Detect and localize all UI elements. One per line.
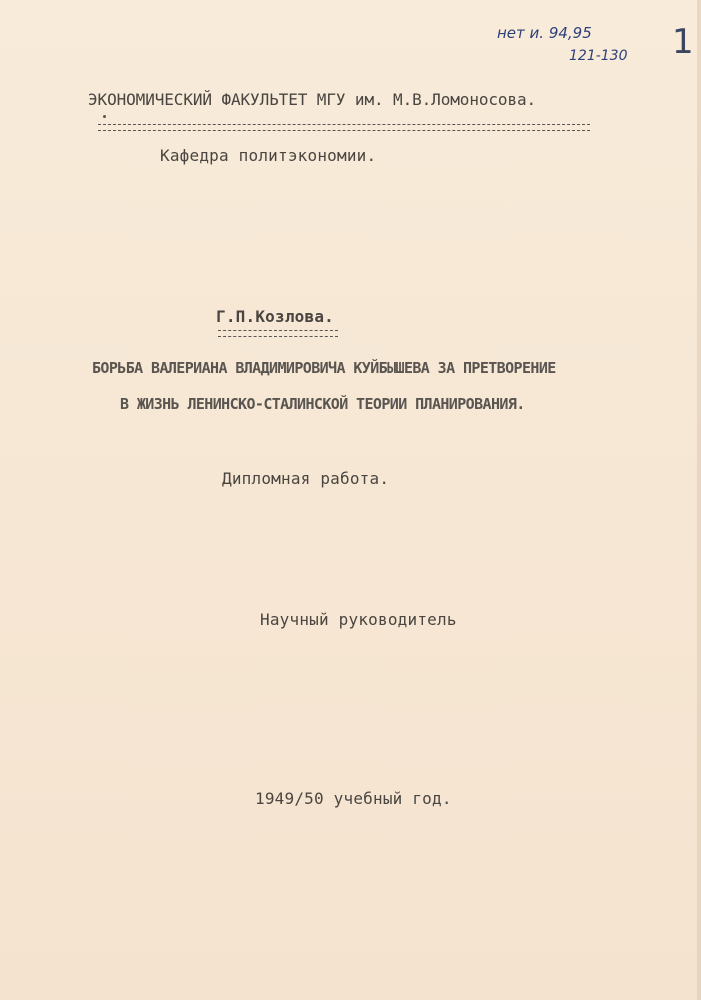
academic-year: 1949/50 учебный год. — [255, 789, 452, 808]
thesis-title-line2: В ЖИЗНЬ ЛЕНИНСКО-СТАЛИНСКОЙ ТЕОРИИ ПЛАНИРОВАНИЯ. — [120, 395, 525, 413]
handwritten-page-number: 1 — [672, 22, 694, 62]
heading-dot — [103, 115, 106, 118]
handwritten-note-line2: 121-130 — [569, 48, 628, 64]
supervisor-label: Научный руководитель — [260, 610, 457, 629]
thesis-title-line1: БОРЬБА ВАЛЕРИАНА ВЛАДИМИРОВИЧА КУЙБЫШЕВА ЗА ПРЕТВОРЕНИЕ — [92, 359, 556, 377]
work-type: Дипломная работа. — [222, 469, 390, 488]
author-underline — [218, 330, 338, 337]
paper-edge-right — [697, 0, 701, 1000]
author-name: Г.П.Козлова. — [216, 307, 334, 326]
handwritten-note-line1: нет и. 94,95 — [497, 24, 592, 42]
heading-double-rule — [98, 124, 590, 131]
department-line: Кафедра политэкономии. — [160, 146, 377, 165]
faculty-heading: ЭКОНОМИЧЕСКИЙ ФАКУЛЬТЕТ МГУ им. М.В.Ломоносова. — [88, 90, 537, 109]
